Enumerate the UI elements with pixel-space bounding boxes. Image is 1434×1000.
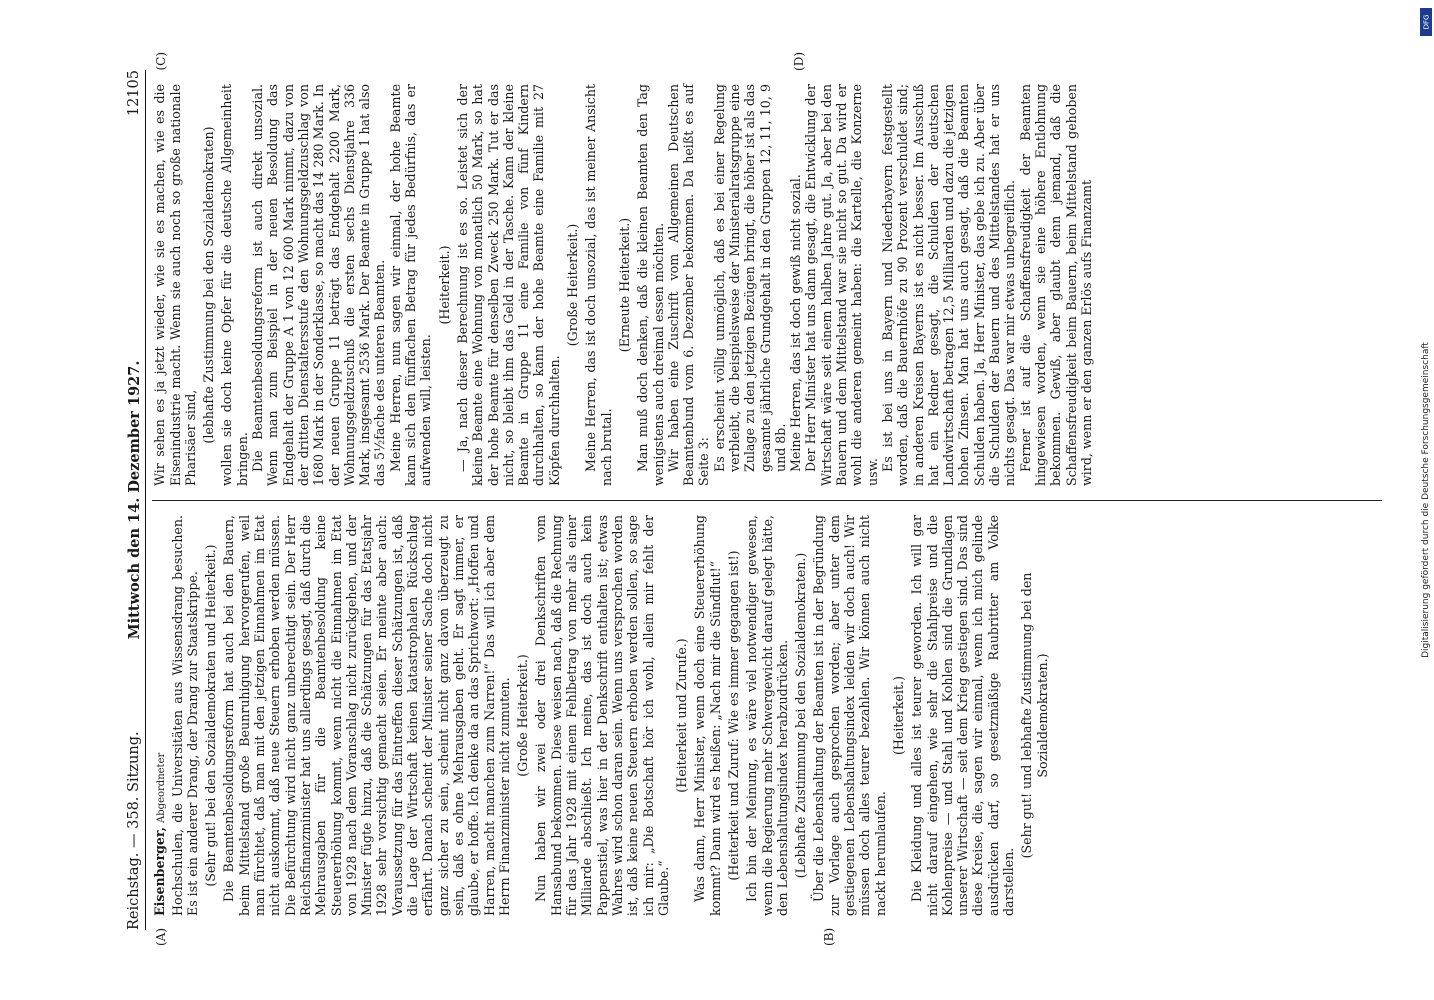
- interjection: (Heiterkeit und Zurufe.): [674, 638, 690, 793]
- dfg-logo-text: DFG: [1422, 14, 1430, 30]
- quoted-passage: Es erscheint völlig unmöglich, daß es bei einer Regelung verbleibt, die beispielsweise der Ministerialratsgruppe eine Zulage zu den jetzigen Bezügen bringt, die höher ist als das gesamte jährliche Grundgehalt in den Gruppen 12, 11, 10, 9 und 8b.: [711, 84, 788, 472]
- margin-marker-c: (C): [154, 52, 169, 71]
- header-left: Reichstag. — 358. Sitzung.: [126, 731, 142, 930]
- interjection: (Heiterkeit und Zuruf: Wie es immer gegangen ist!): [725, 550, 741, 881]
- interjection: (Heiterkeit.): [890, 676, 906, 755]
- paragraph: Was dann, Herr Minister, wenn doch eine Steuererhöhung kommt? Dann wird es heißen: „Nach mir die Sündflut!“: [692, 515, 723, 916]
- interjection: (lebhafte Zustimmung bei den Sozialdemokraten): [201, 126, 217, 444]
- left-column: [152, 500, 1382, 946]
- paragraph: Hochschulen, die Universitäten aus Wissensdrang besuchen. Es ist ein anderer Drang, der Drang zur Staatskrippe.: [169, 515, 200, 916]
- paragraph: Wir sehen es ja jetzt wieder, wie sie es machen, wie es die Eisenindustrie macht. Wenn sie auch noch so große nationale Pharisäer sind,: [152, 84, 198, 486]
- document-page: [117, 50, 1417, 950]
- speaker-line: [152, 515, 169, 916]
- right-column: [152, 52, 1382, 500]
- paragraph: Meine Herren, nun sagen wir einmal, der hohe Beamte kann sich den fünffachen Betrag für jedes Bedürfnis, das er aufwenden will, leisten.: [387, 84, 434, 486]
- paragraph: Meine Herren, das ist doch unsozial, das ist meiner Ansicht nach brutal.: [583, 84, 614, 486]
- interjection: (Lebhafte Zustimmung bei den Sozialdemokraten.): [793, 552, 809, 879]
- paragraph: Meine Herren, das ist doch gewiß nicht sozial.: [788, 174, 804, 472]
- paragraph: Die Beamtenbesoldungsreform hat auch bei den Bauern, beim Mittelstand große Beunruhigung hervorgerufen, weil man fürchtet, daß man mit den jetzigen Einnahmen im Etat nicht auskommt, daß neue Steuern erhoben werden müssen. Die Befürchtung wird nicht ganz unberechtigt sein. Der Herr Reichsfinanzminister hat uns allerdings gesagt, daß durch die Mehrausgaben für die Beamtenbesoldung keine Steuererhöhung kommt, wenn nicht die Einnahmen im Etat von 1928 nach dem Voranschlag nicht zurückgehen, und der Minister fügte hinzu, daß die Schätzungen für das Etatsjahr 1928 sehr vorsichtig gemacht seien. Er meinte aber auch: Voraussetzung für das Eintreffen dieser Schätzungen ist, daß die Lage der Wirtschaft keinen katastrophalen Rückschlag erfährt. Danach scheint der Minister seiner Sache doch nicht ganz sicher zu sein, scheint nicht ganz davon überzeugt zu sein, daß es ohne Mehrausgaben geht. Er sagt immer, er glaube, er hoffe. Ich denke da an das Sprichwort: „Hoffen und Harren, macht manchen zum Narren!“ Das will ich aber dem Herrn Finanzminister nicht zumuten.: [221, 515, 512, 916]
- page-number: 12105: [126, 70, 142, 117]
- paragraph: Der Herr Minister hat uns dann gesagt, die Entwicklung der Wirtschaft wäre seit einem halben Jahre gut. Ja, aber bei den Bauern und dem Mittelstand war sie nicht so gut. Da wird er wohl die anderen gemeint haben: die Kartelle, die Konzerne usw.: [803, 84, 880, 486]
- paragraph: Nun haben wir zwei oder drei Denkschriften vom Hansabund bekommen. Diese weisen nach, daß die Rechnung für das Jahr 1928 mit einem Fehlbetrag von mehr als einer Milliarde abschließt. Ich meine, das ist doch auch kein Pappenstiel, was hier in der Denkschrift enthalten ist; etwas Wahres wird schon daran sein. Wenn uns versprochen worden ist, daß keine neuen Steuern erhoben werden sollen, so sage ich mir: „Die Botschaft hör ich wohl, allein mir fehlt der Glaube.“: [533, 515, 671, 916]
- interjection: (Erneute Heiterkeit.): [616, 217, 632, 353]
- paragraph: Man muß doch denken, daß die kleinen Beamten den Tag wenigstens auch dreimal essen möchten.: [635, 84, 666, 486]
- header-date: Mittwoch den 14. Dezember 1927.: [126, 360, 143, 640]
- paragraph: Ferner ist auf die Schaffensfreudigkeit der Beamten hingewiesen worden, wenn sie eine höhere Entlohnung bekommen. Gewiß, aber glaubt denn jemand, daß die Schaffensfreudigkeit beim Bauern, beim Mittelstand gehoben wird, wenn er den ganzen Erlös aufs Finanzamt: [1017, 84, 1094, 486]
- paragraph: Über die Lebenshaltung der Beamten ist in der Begründung zur Vorlage auch gesprochen worden; aber unter dem gestiegenen Lebenshaltungsindex leiden wir doch auch! Wir müssen doch alles teurer bezahlen. Wir können auch nicht nackt herumlaufen.: [811, 515, 888, 916]
- digitization-note-text: Digitalisierung gefördert durch die Deutsche Forschungsgemeinschaft: [1421, 342, 1431, 658]
- dfg-logo: [1420, 8, 1432, 36]
- paragraph: Ich bin der Meinung, es wäre viel notwendiger gewesen, wenn die Regierung mehr Schwergewicht darauf gelegt hätte, den Lebenshaltungsindex herabzudrücken.: [744, 515, 790, 916]
- paragraph: — Ja, nach dieser Berechnung ist es so. Leistet sich der kleine Beamte eine Wohnung von monatlich 50 Mark, so hat der hohe Beamte für denselben Zweck 250 Mark. Tut er das nicht, so bleibt ihm das Geld in der Tasche. Kann der kleine Beamte in Gruppe 11 eine Familie von fünf Kindern durchhalten, so kann der hohe Beamte eine Familie mit 27 Köpfen durchhalten.: [454, 84, 562, 486]
- paragraph: Die Kleidung und alles ist teurer geworden. Ich will gar nicht darauf eingehen, wie sehr die Stahlpreise und die Kohlenpreise — und Stahl und Kohlen sind die Grundlagen unserer Wirtschaft — seit dem Krieg gestiegen sind. Das sind diese Kreise, die, sagen wir einmal, wenn ich mich gelinde ausdrücken darf, so gesetzmäßige Raubritter am Volke darstellen.: [909, 515, 1017, 916]
- interjection: (Sehr gut! und lebhafte Zustimmung bei den Sozialdemokraten.): [1019, 572, 1050, 859]
- margin-marker-b: (B): [822, 927, 837, 946]
- speaker-role: Abgeordneter: [156, 752, 168, 823]
- interjection: (Große Heiterkeit.): [565, 223, 581, 347]
- paragraph: Es ist bei uns in Bayern und Niederbayern festgestellt worden, daß die Bauernhöfe zu 90 Prozent verschuldet sind; in anderen Kreisen Bayerns ist es nicht besser. Im Ausschuß hat ein Redner gesagt, die Schulden der deutschen Landwirtschaft betragen 12,5 Milliarden und dazu die jetzigen hohen Zinsen. Man hat uns auch gesagt, daß die Beamten Schulden haben. Ja, Herr Minister, das gebe ich zu. Aber über die Schulden der Bauern und des Mittelstandes hat er uns nichts gesagt. Das war mir etwas unbegreiflich.: [879, 84, 1018, 486]
- paragraph: Die Beamtenbesoldungsreform ist auch direkt unsozial. Wenn man zum Beispiel in der neuen Besoldung das Endgehalt der Gruppe A 1 von 12 600 Mark nimmt, dazu von der dritten Dienstaltersstufe den Wohnungsgeldzuschlag von 1680 Mark in der Sonderklasse, so macht das 14 280 Mark. In der neuen Gruppe 11 beträgt das Endgehalt 2200 Mark, Wohnungsgeldzuschuß die ersten sechs Dienstjahre 336 Mark, insgesamt 2536 Mark. Der Beamte in Gruppe 1 hat also das 5½fache des unteren Beamten.: [250, 84, 388, 486]
- margin-marker-a: (A): [154, 927, 169, 946]
- interjection: (Sehr gut! bei den Sozialdemokraten und Heiterkeit.): [203, 544, 219, 887]
- interjection: (Große Heiterkeit.): [515, 654, 531, 777]
- paragraph: Wir haben eine Zuschrift vom Allgemeinen Deutschen Beamtenbund vom 6. Dezember bekommen. Da heißt es auf Seite 3:: [665, 84, 712, 486]
- text-columns: [152, 52, 1382, 946]
- paragraph: wollen sie doch keine Opfer für die deutsche Allgemeinheit bringen.: [219, 84, 250, 486]
- margin-marker-d: (D): [792, 52, 807, 71]
- digitization-note: [1418, 0, 1434, 1000]
- speaker-name: Eisenberger,: [152, 826, 168, 916]
- interjection: (Heiterkeit.): [436, 245, 452, 325]
- page-header: [127, 70, 146, 930]
